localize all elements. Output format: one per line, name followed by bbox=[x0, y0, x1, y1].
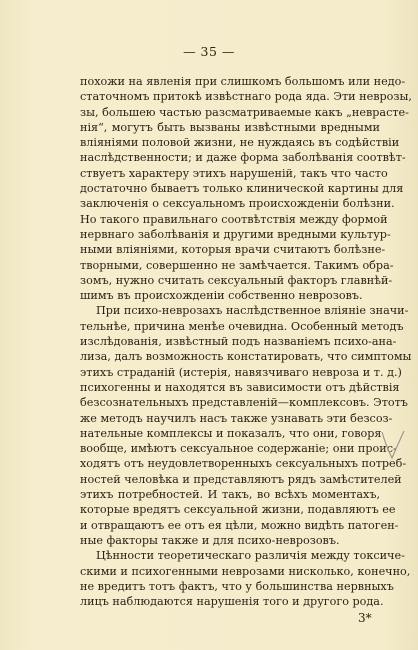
body-text bbox=[80, 74, 412, 609]
text-line: Цѣнности теоретическаго различія между токсиче- bbox=[96, 549, 405, 563]
text-line: тельнѣе, причина менѣе очевидна. Особенный методъ bbox=[80, 319, 404, 333]
text-line: изслѣдованія, извѣстный подъ названіемъ психо-ана- bbox=[80, 335, 397, 349]
text-line: ные факторы также и для психо-неврозовъ. bbox=[80, 533, 340, 547]
paragraph bbox=[80, 74, 412, 303]
text-line: не вредитъ тотъ фактъ, что у большинства нервныхъ bbox=[80, 579, 394, 593]
text-line: лицъ наблюдаются нарушенія того и другого рода. bbox=[80, 595, 384, 609]
text-line: же методъ научилъ насъ также узнавать эти безсоз- bbox=[80, 411, 393, 425]
text-line: и отвращаютъ ее отъ ея цѣли, можно видѣть патоген- bbox=[80, 518, 399, 532]
text-line: статочномъ притокѣ извѣстнаго рода яда. Эти неврозы, bbox=[80, 90, 412, 104]
text-line: похожи на явленія при слишкомъ большомъ или недо- bbox=[80, 75, 406, 88]
pencil-annotation-mark bbox=[378, 428, 408, 464]
text-line: этихъ страданій (истерія, навязчиваго невроза и т. д.) bbox=[80, 365, 402, 379]
text-line: шимъ въ происхожденіи собственно неврозовъ. bbox=[80, 289, 363, 303]
text-line: этихъ потребностей. И такъ, во всѣхъ моментахъ, bbox=[80, 488, 380, 502]
text-line: психогенны и находятся въ зависимости отъ дѣйствія bbox=[80, 380, 400, 394]
text-line: ностей человѣка и представляютъ рядъ замѣстителей bbox=[80, 472, 402, 486]
text-line: нательные комплексы и показалъ, что они, говоря bbox=[80, 426, 382, 440]
text-line: Но такого правильнаго соотвѣтствія между формой bbox=[80, 212, 388, 226]
text-line: наслѣдственности; и даже форма заболѣванія соотвѣт- bbox=[80, 151, 406, 165]
text-line: ходятъ отъ неудовлетворенныхъ сексуальныхъ потреб- bbox=[80, 457, 407, 471]
text-line: лиза, далъ возможность констатировать, что симптомы bbox=[80, 350, 412, 364]
text-line: зомъ, нужно считать сексуальный факторъ главнѣй- bbox=[80, 273, 393, 287]
paragraph bbox=[80, 548, 411, 609]
text-line: При психо-неврозахъ наслѣдственное вліяніе значи- bbox=[96, 304, 409, 318]
text-line: зы, большею частью разсматриваемые какъ „неврасте- bbox=[80, 105, 409, 119]
text-line: скими и психогенными неврозами нисколько, конечно, bbox=[80, 564, 411, 578]
text-line: ствуетъ характеру этихъ нарушеній, такъ что часто bbox=[80, 166, 388, 180]
text-line: достаточно бываетъ только клинической картины для bbox=[80, 182, 404, 196]
page-number: — 35 — bbox=[183, 44, 235, 59]
text-line: нія“, могутъ быть вызваны извѣстными вредными bbox=[80, 120, 380, 134]
signature-mark: 3* bbox=[358, 611, 372, 625]
text-line: которые вредятъ сексуальной жизни, подавляютъ ее bbox=[80, 503, 396, 517]
text-line: творными, совершенно не замѣчается. Такимъ обра- bbox=[80, 258, 394, 272]
text-line: ными вліяніями, которыя врачи считаютъ болѣзне- bbox=[80, 243, 386, 257]
text-line: вообще, имѣютъ сексуальное содержаніе; они проис- bbox=[80, 442, 397, 456]
text-line: вліяніями половой жизни, не нуждаясь въ содѣйствіи bbox=[80, 136, 400, 150]
paragraph bbox=[80, 303, 412, 548]
text-line: безсознательныхъ представленій—комплексовъ. Этотъ bbox=[80, 396, 408, 410]
text-line: заключенія о сексуальномъ происхожденіи болѣзни. bbox=[80, 197, 395, 211]
text-line: нервнаго заболѣванія и другими вредными культур- bbox=[80, 227, 391, 241]
